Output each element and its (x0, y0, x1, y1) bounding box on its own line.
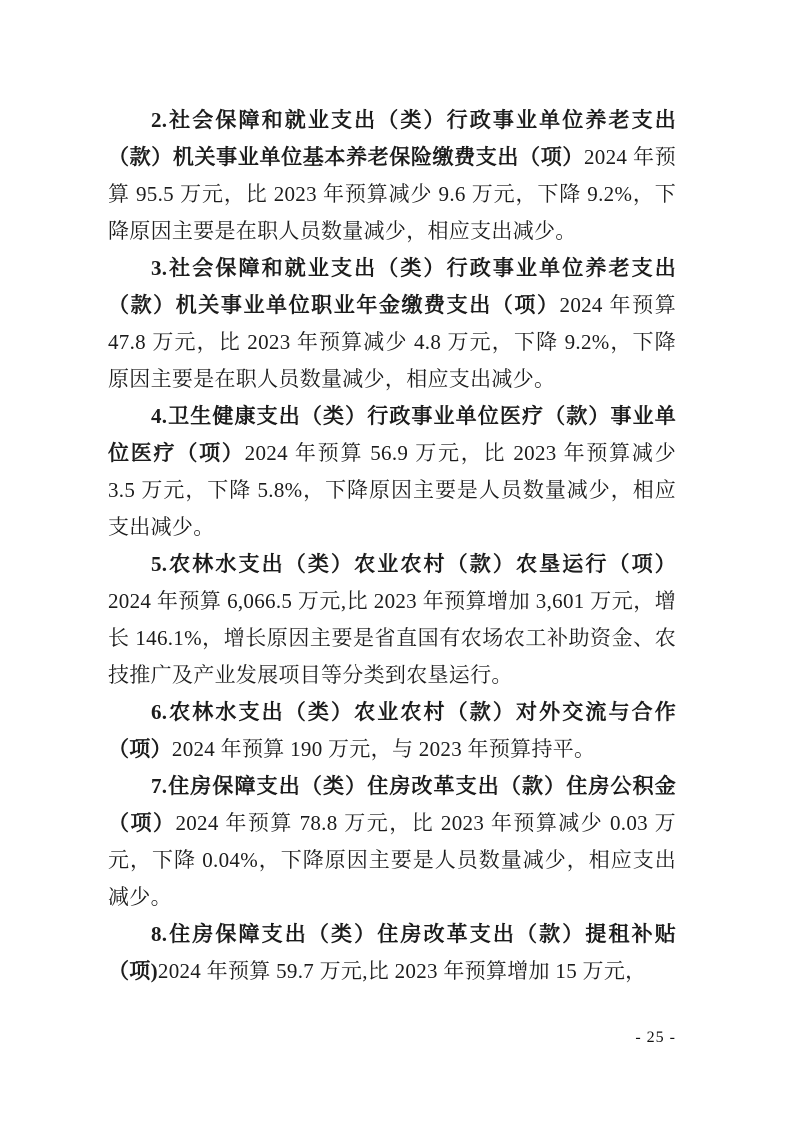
budget-paragraph-5 (108, 546, 676, 694)
paragraph-heading: 6.农林水支出（类）农业农村（款）对外交流与合作（项） (108, 700, 676, 761)
paragraph-body: 2024 年预算 47.8 万元，比 2023 年预算减少 4.8 万元，下降 9.2%，下降原因主要是在职人员数量减少，相应支出减少。 (108, 293, 676, 391)
paragraph-body: 2024 年预算 56.9 万元，比 2023 年预算减少 3.5 万元，下降 5.8%，下降原因主要是人员数量减少，相应支出减少。 (108, 441, 676, 539)
budget-paragraph-2 (108, 102, 676, 250)
paragraph-body: 2024 年预算 59.7 万元,比 2023 年预算增加 15 万元， (157, 959, 647, 983)
paragraph-heading: 5.农林水支出（类）农业农村（款）农垦运行（项） (151, 552, 676, 576)
budget-paragraph-3 (108, 250, 676, 398)
paragraph-heading: 8.住房保障支出（类）住房改革支出（款）提租补贴（项) (108, 922, 676, 983)
paragraph-body: 2024 年预算 78.8 万元，比 2023 年预算减少 0.03 万元，下降 0.04%，下降原因主要是人员数量减少，相应支出减少。 (108, 811, 676, 909)
budget-paragraph-6 (108, 694, 676, 768)
paragraph-body: 2024 年预算 95.5 万元，比 2023 年预算减少 9.6 万元，下降 9.2%，下降原因主要是在职人员数量减少，相应支出减少。 (108, 145, 676, 243)
paragraph-heading: 3.社会保障和就业支出（类）行政事业单位养老支出（款）机关事业单位职业年金缴费支出（项） (108, 256, 676, 317)
page-number: - 25 - (635, 1029, 676, 1046)
paragraph-heading: 4.卫生健康支出（类）行政事业单位医疗（款）事业单位医疗（项） (108, 404, 676, 465)
budget-paragraph-7 (108, 768, 676, 916)
paragraph-heading: 2.社会保障和就业支出（类）行政事业单位养老支出（款）机关事业单位基本养老保险缴费支出（项） (108, 108, 676, 169)
paragraph-heading: 7.住房保障支出（类）住房改革支出（款）住房公积金（项） (108, 774, 676, 835)
budget-paragraph-8 (108, 916, 676, 990)
paragraph-body: 2024 年预算 190 万元，与 2023 年预算持平。 (171, 737, 596, 761)
budget-paragraph-4 (108, 398, 676, 546)
paragraph-body: 2024 年预算 6,066.5 万元,比 2023 年预算增加 3,601 万元，增长 146.1%，增长原因主要是省直国有农场农工补助资金、农技推广及产业发展项目等分类到农垦运行。 (108, 589, 676, 687)
document-body (108, 102, 676, 990)
